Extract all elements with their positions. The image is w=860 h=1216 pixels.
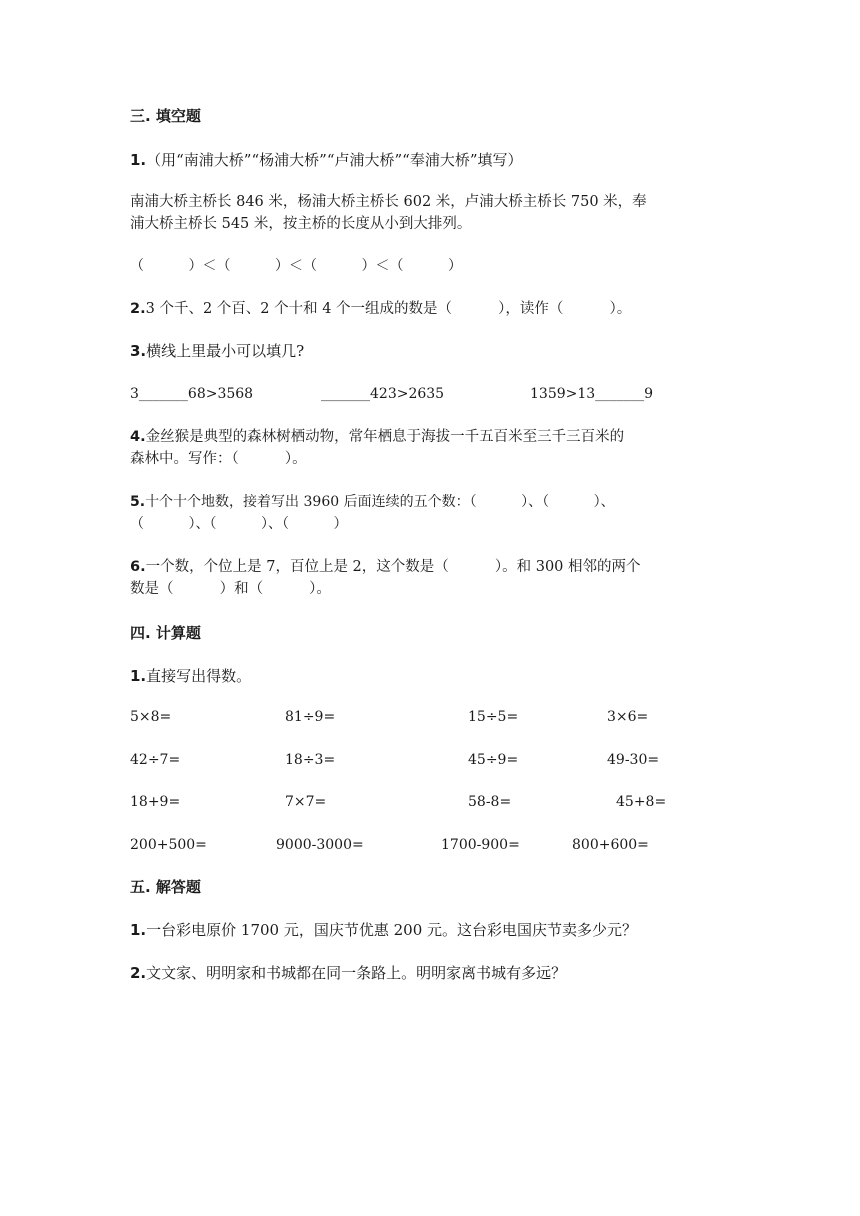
q3-item-3: 1359>13_______9 (530, 386, 654, 402)
question-number: 2. (130, 301, 146, 317)
calc-question-1 (130, 666, 251, 686)
section-heading-word-problems: 五. 解答题 (130, 878, 201, 896)
question-number: 3. (130, 342, 147, 360)
section-heading-calculation: 四. 计算题 (130, 624, 201, 642)
question-1-title (130, 150, 523, 170)
question-number: 1. (130, 667, 147, 685)
question-3 (130, 341, 304, 361)
section-heading-fill-blank: 三. 填空题 (130, 107, 201, 125)
calc-item: 42÷7= (130, 752, 181, 768)
question-number: 5. (130, 494, 146, 510)
question-text: 十个十个地数，接着写出 3960 后面连续的五个数：（ ）、（ ）、 (145, 494, 615, 510)
question-1-text-line2: 浦大桥主桥长 545 米，按主桥的长度从小到大排列。 (130, 216, 472, 232)
calc-item: 9000-3000= (276, 837, 364, 853)
calc-item: 18÷3= (285, 752, 336, 768)
question-text: （用“南浦大桥”“杨浦大桥”“卢浦大桥”“奉浦大桥”填写） (146, 151, 523, 169)
question-text: 一台彩电原价 1700 元，国庆节优惠 200 元。这台彩电国庆节卖多少元？ (146, 921, 638, 939)
calc-item: 45+8= (616, 794, 667, 810)
q3-item-1: 3_______68>3568 (130, 386, 254, 402)
question-number: 2. (130, 964, 147, 982)
question-number: 1. (130, 151, 147, 169)
question-1-text-line1: 南浦大桥主桥长 846 米，杨浦大桥主桥长 602 米，卢浦大桥主桥长 750 米，奉 (130, 194, 647, 210)
calc-item: 200+500= (130, 837, 207, 853)
question-4-line2: 森林中。写作：（ ）。 (130, 451, 307, 467)
question-text: 3 个千、2 个百、2 个十和 4 个一组成的数是（ ），读作（ ）。 (145, 301, 632, 317)
question-4-line1 (130, 427, 624, 447)
calc-item: 81÷9= (285, 709, 336, 725)
question-number: 6. (130, 559, 146, 575)
calc-item: 15÷5= (468, 709, 519, 725)
question-text: 一个数，个位上是 7，百位上是 2，这个数是（ ）。和 300 相邻的两个 (145, 559, 641, 575)
calc-item: 800+600= (572, 837, 649, 853)
calc-item: 58-8= (468, 794, 512, 810)
calc-item: 18+9= (130, 794, 181, 810)
calc-item: 7×7= (285, 794, 327, 810)
word-problem-2 (130, 963, 566, 983)
calc-item: 49-30= (607, 752, 660, 768)
question-5-line1 (130, 492, 615, 512)
question-text: 横线上里最小可以填几? (146, 342, 305, 360)
question-5-line2: （ ）、（ ）、（ ） (130, 516, 348, 532)
question-1-answer-blanks: （ ）＜（ ）＜（ ）＜（ ） (130, 258, 463, 274)
question-text: 金丝猴是典型的森林树栖动物，常年栖息于海拔一千五百米至三千三百米的 (145, 429, 625, 445)
calc-item: 45÷9= (468, 752, 519, 768)
question-number: 4. (130, 429, 146, 445)
word-problem-1 (130, 920, 637, 940)
question-text: 文文家、明明家和书城都在同一条路上。明明家离书城有多远？ (146, 964, 567, 982)
calc-item: 1700-900= (441, 837, 520, 853)
question-text: 直接写出得数。 (146, 667, 252, 685)
question-6-line2: 数是（ ）和（ ）。 (130, 581, 331, 597)
q3-item-2: _______423>2635 (321, 386, 445, 402)
calc-item: 5×8= (130, 709, 172, 725)
question-2 (130, 299, 631, 319)
calc-item: 3×6= (607, 709, 649, 725)
question-6-line1 (130, 557, 641, 577)
question-number: 1. (130, 921, 147, 939)
